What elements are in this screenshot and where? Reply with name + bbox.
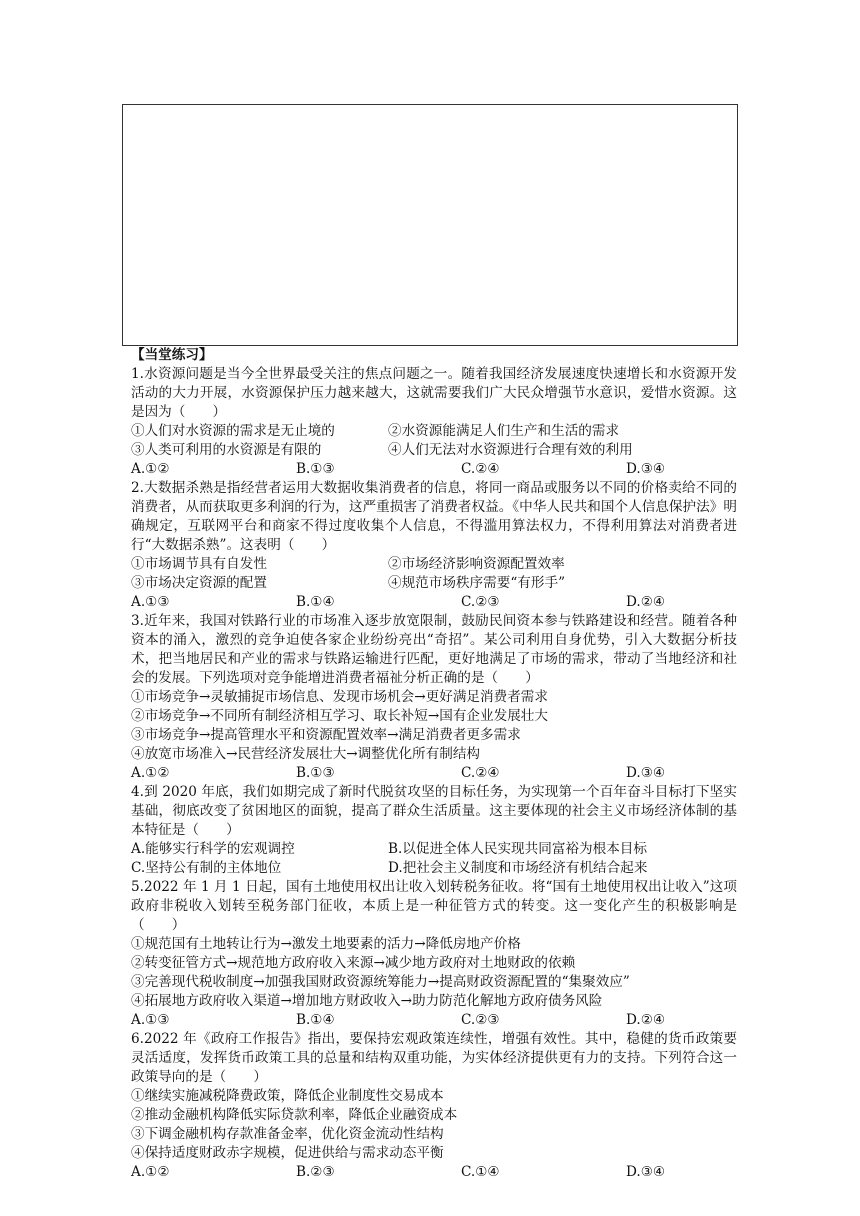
choice-b[interactable]: B.②③	[296, 1164, 335, 1180]
choice-c[interactable]: C.②④	[461, 765, 500, 781]
option: ②转变征管方式→规范地方政府收入来源→减少地方政府对土地财政的依赖	[131, 955, 576, 971]
option: ④拓展地方政府收入渠道→增加地方财政收入→助力防范化解地方政府债务风险	[131, 993, 603, 1009]
option: ③完善现代税收制度→加强我国财政资源统筹能力→提高财政资源配置的“集聚效应”	[131, 974, 630, 990]
choice-row	[131, 764, 737, 783]
choice-a[interactable]: A.①②	[131, 765, 170, 781]
option-row	[131, 441, 737, 460]
choice-a[interactable]: A.①③	[131, 1012, 170, 1028]
option-row	[131, 859, 737, 878]
choice-d[interactable]: D.③④	[626, 461, 666, 477]
option: ①市场调节具有自发性	[131, 556, 267, 572]
option: ①规范国有土地转让行为→激发土地要素的活力→降低房地产价格	[131, 936, 521, 952]
option: ④人们无法对水资源进行合理有效的利用	[388, 442, 633, 458]
choice-d[interactable]: D.把社会主义制度和市场经济有机结合起来	[388, 860, 648, 876]
choice-d[interactable]: D.②④	[626, 1012, 666, 1028]
choice-a[interactable]: A.能够实行科学的宏观调控	[131, 841, 295, 857]
option: ③人类可利用的水资源是有限的	[131, 442, 322, 458]
choice-c[interactable]: C.①④	[461, 1164, 500, 1180]
choice-d[interactable]: D.②④	[626, 594, 666, 610]
section-title: 【当堂练习】	[131, 347, 213, 363]
choice-b[interactable]: B.①④	[296, 1012, 335, 1028]
choice-b[interactable]: B.①④	[296, 594, 335, 610]
choice-c[interactable]: C.②④	[461, 461, 500, 477]
choice-d[interactable]: D.③④	[626, 765, 666, 781]
question-2	[131, 479, 737, 612]
choice-row	[131, 460, 737, 479]
option: ①人们对水资源的需求是无止境的	[131, 423, 335, 439]
option: ②推动金融机构降低实际贷款利率，降低企业融资成本	[131, 1107, 458, 1123]
choice-row	[131, 1011, 737, 1030]
option: ①继续实施减税降费政策，降低企业制度性交易成本	[131, 1088, 444, 1104]
option-row	[131, 422, 737, 441]
option-row	[131, 840, 737, 859]
option: ③下调金融机构存款准备金率，优化资金流动性结构	[131, 1126, 444, 1142]
option: ③市场决定资源的配置	[131, 575, 267, 591]
option: ④放宽市场准入→民营经济发展壮大→调整优化所有制结构	[131, 746, 481, 762]
choice-c[interactable]: C.坚持公有制的主体地位	[131, 860, 282, 876]
choice-a[interactable]: A.①②	[131, 461, 170, 477]
choice-row	[131, 593, 737, 612]
choice-b[interactable]: B.以促进全体人民实现共同富裕为根本目标	[388, 841, 647, 857]
question-stem: 1.水资源问题是当今全世界最受关注的焦点问题之一。随着我国经济发展速度快速增长和水资源开发活动的大力开展，水资源保护压力越来越大，这就需要我们广大民众增强节水意识，爱惜水资源。这是因为（ ）	[131, 366, 737, 420]
option: ④规范市场秩序需要“有形手”	[388, 575, 566, 591]
practice-section	[131, 346, 737, 1182]
question-stem: 6.2022 年《政府工作报告》指出，要保持宏观政策连续性，增强有效性。其中，稳健的货币政策要灵活适度，发挥货币政策工具的总量和结构双重功能，为实体经济提供更有力的支持。下列符合这一政策导向的是（ ）	[131, 1031, 737, 1085]
question-4	[131, 783, 737, 878]
choice-row	[131, 1163, 737, 1182]
question-3	[131, 612, 737, 783]
blank-answer-box	[122, 104, 738, 346]
question-stem: 4.到 2020 年底，我们如期完成了新时代脱贫攻坚的目标任务，为实现第一个百年奋斗目标打下坚实基础，彻底改变了贫困地区的面貌，提高了群众生活质量。这主要体现的社会主义市场经济体制的基本特征是（ ）	[131, 784, 737, 838]
question-stem: 5.2022 年 1 月 1 日起，国有土地使用权出让收入划转税务征收。将“国有土地使用权出让收入”这项政府非税收入划转至税务部门征收，本质上是一种征管方式的转变。这一变化产生的积极影响是（ ）	[131, 879, 737, 933]
option: ②市场经济影响资源配置效率	[388, 556, 565, 572]
choice-d[interactable]: D.③④	[626, 1164, 666, 1180]
option-row	[131, 574, 737, 593]
option: ①市场竞争→灵敏捕捉市场信息、发现市场机会→更好满足消费者需求	[131, 689, 548, 705]
choice-b[interactable]: B.①③	[296, 461, 335, 477]
option: ②市场竞争→不同所有制经济相互学习、取长补短→国有企业发展壮大	[131, 708, 548, 724]
question-stem: 3.近年来，我国对铁路行业的市场准入逐步放宽限制，鼓励民间资本参与铁路建设和经营。随着各种资本的涌入，激烈的竞争迫使各家企业纷纷亮出“奇招”。某公司利用自身优势，引入大数据分析技术，把当地居民和产业的需求与铁路运输进行匹配，更好地满足了市场的需求，带动了当地经济和社会的发展。下列选项对竞争能增进消费者福祉分析正确的是（ ）	[131, 613, 737, 686]
option: ③市场竞争→提高管理水平和资源配置效率→满足消费者更多需求	[131, 727, 521, 743]
choice-c[interactable]: C.②③	[461, 1012, 500, 1028]
choice-a[interactable]: A.①③	[131, 594, 170, 610]
question-5	[131, 878, 737, 1030]
option-row	[131, 555, 737, 574]
option: ②水资源能满足人们生产和生活的需求	[388, 423, 620, 439]
choice-c[interactable]: C.②③	[461, 594, 500, 610]
question-1	[131, 365, 737, 479]
choice-a[interactable]: A.①②	[131, 1164, 170, 1180]
question-stem: 2.大数据杀熟是指经营者运用大数据收集消费者的信息，将同一商品或服务以不同的价格卖给不同的消费者，从而获取更多利润的行为，这严重损害了消费者权益。《中华人民共和国个人信息保护法》明确规定，互联网平台和商家不得过度收集个人信息，不得滥用算法权力，不得利用算法对消费者进行“大数据杀熟”。这表明（ ）	[131, 480, 737, 553]
option: ④保持适度财政赤字规模，促进供给与需求动态平衡	[131, 1145, 444, 1161]
choice-b[interactable]: B.①③	[296, 765, 335, 781]
question-6	[131, 1030, 737, 1182]
